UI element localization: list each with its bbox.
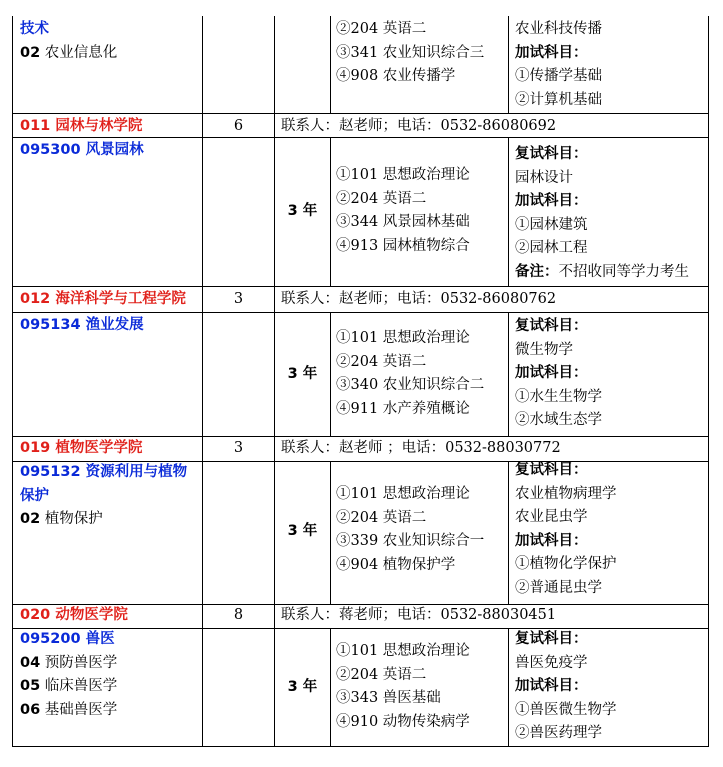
column-divider (508, 461, 509, 604)
column-divider (330, 16, 331, 113)
note-line: ②水域生态学 (515, 412, 602, 428)
note-heading: 复试科目： (515, 631, 588, 647)
note-line: ②兽医药理学 (515, 725, 602, 741)
direction-code: 02 (20, 44, 41, 61)
note-line: ②园林工程 (515, 240, 588, 256)
exam-subject: ②204 英语二 (336, 666, 427, 683)
exam-subjects-cell (336, 483, 506, 577)
exam-subject: ④908 农业传播学 (336, 68, 456, 84)
exam-subject: ①101 思想政治理论 (336, 643, 470, 659)
exam-subject: ③340 农业知识综合二 (336, 377, 485, 393)
note-line: ①园林建筑 (515, 216, 588, 233)
exam-subject: ③341 农业知识综合三 (336, 44, 485, 61)
study-years: 3 年 (287, 366, 318, 382)
note-line: 兽医免疫学 (515, 654, 588, 671)
note-heading: 加试科目： (515, 532, 588, 549)
exam-subjects-cell (336, 18, 506, 89)
row-divider (12, 113, 709, 114)
notes-cell (515, 315, 707, 433)
major-name: 095132 资源利用与植物 (20, 464, 188, 480)
note-line: ①水生生物学 (515, 388, 602, 405)
table-border-bottom (12, 746, 709, 747)
major-cell (20, 628, 200, 722)
exam-subject: ③344 风景园林基础 (336, 214, 470, 230)
remark-line (515, 261, 707, 285)
major-name: 技术 (20, 21, 49, 37)
direction-code: 04 (20, 654, 41, 671)
major-name: 095134 渔业发展 (20, 317, 144, 333)
college-name: 012 海洋科学与工程学院 (20, 291, 186, 307)
exam-subject: ④913 园林植物综合 (336, 237, 470, 254)
direction-line (20, 508, 201, 532)
exam-subject: ②204 英语二 (336, 21, 427, 37)
college-name: 019 植物医学学院 (20, 440, 143, 456)
note-line: 微生物学 (515, 341, 573, 358)
note-heading: 加试科目： (515, 678, 588, 694)
exam-subject: ③339 农业知识综合一 (336, 533, 485, 549)
exam-subject: ①101 思想政治理论 (336, 167, 470, 183)
study-years: 3 年 (287, 679, 318, 695)
college-quota: 8 (233, 607, 244, 623)
direction-line (20, 42, 200, 66)
exam-subject: ①101 思想政治理论 (336, 486, 470, 502)
column-divider (330, 137, 331, 286)
note-line: ①植物化学保护 (515, 556, 617, 572)
study-years: 3 年 (287, 523, 318, 539)
exam-subject: ④911 水产养殖概论 (336, 400, 470, 417)
row-divider (12, 286, 709, 287)
exam-subject: ④904 植物保护学 (336, 556, 456, 573)
note-line: 农业科技传播 (515, 21, 602, 37)
college-contact: 联系人：赵老师 ；电话：0532-88030772 (281, 440, 561, 456)
direction-name: 预防兽医学 (44, 654, 118, 671)
note-heading: 加试科目： (515, 193, 588, 209)
exam-subjects-cell (336, 327, 506, 421)
direction-code: 06 (20, 701, 41, 718)
column-divider (508, 312, 509, 436)
direction-line (20, 675, 200, 699)
notes-cell (515, 628, 707, 746)
notes-cell (515, 143, 707, 284)
major-cell (20, 461, 201, 532)
note-line: ①传播学基础 (515, 68, 602, 84)
exam-subject: ②204 英语二 (336, 509, 427, 526)
major-name: 095300 风景园林 (20, 142, 144, 158)
notes-cell (515, 18, 707, 112)
row-divider (12, 312, 709, 313)
column-divider (330, 628, 331, 747)
note-heading: 加试科目： (515, 365, 588, 381)
study-years: 3 年 (287, 203, 318, 219)
college-name: 011 园林与林学院 (20, 118, 143, 134)
direction-name: 临床兽医学 (44, 678, 118, 694)
direction-line (20, 699, 200, 723)
remark-text: 不招收同等学力考生 (558, 263, 689, 280)
exam-subjects-cell (336, 640, 506, 734)
notes-cell (515, 459, 707, 600)
column-divider (508, 16, 509, 113)
exam-subjects-cell (336, 164, 506, 258)
direction-name: 植物保护 (44, 511, 103, 527)
column-divider (508, 628, 509, 747)
college-quota: 3 (233, 291, 244, 307)
college-quota: 6 (233, 118, 244, 134)
note-line: 园林设计 (515, 169, 573, 186)
exam-subject: ②204 英语二 (336, 353, 427, 370)
note-line: ①兽医微生物学 (515, 701, 617, 718)
major-name-continued: 保护 (20, 487, 49, 504)
remark-label: 备注： (515, 263, 559, 280)
admissions-table (12, 16, 709, 747)
note-heading: 复试科目： (515, 146, 588, 162)
direction-name: 农业信息化 (44, 44, 118, 61)
exam-subject: ③343 兽医基础 (336, 690, 441, 706)
exam-subject: ②204 英语二 (336, 190, 427, 207)
column-divider (330, 461, 331, 604)
direction-code: 05 (20, 678, 41, 694)
exam-subject: ④910 动物传染病学 (336, 713, 470, 730)
note-line: ②计算机基础 (515, 91, 602, 108)
column-divider (508, 137, 509, 286)
direction-line (20, 652, 200, 676)
note-heading: 加试科目： (515, 44, 588, 61)
note-heading: 复试科目： (515, 462, 588, 478)
table-border-right (708, 16, 709, 747)
college-quota: 3 (233, 440, 244, 456)
college-name: 020 动物医学院 (20, 607, 128, 623)
major-name: 095200 兽医 (20, 631, 115, 647)
note-line: 农业植物病理学 (515, 485, 617, 502)
direction-name: 基础兽医学 (44, 701, 118, 718)
direction-code: 02 (20, 511, 41, 527)
college-contact: 联系人：赵老师；电话：0532-86080762 (281, 291, 557, 307)
note-heading: 复试科目： (515, 318, 588, 334)
note-line: 农业昆虫学 (515, 509, 588, 525)
college-contact: 联系人：蒋老师；电话：0532-88030451 (281, 607, 557, 623)
major-cell (20, 18, 200, 65)
college-contact: 联系人：赵老师；电话：0532-86080692 (281, 118, 557, 134)
table-border-left (12, 16, 13, 747)
note-line: ②普通昆虫学 (515, 579, 602, 596)
column-divider (330, 312, 331, 436)
exam-subject: ①101 思想政治理论 (336, 330, 470, 346)
